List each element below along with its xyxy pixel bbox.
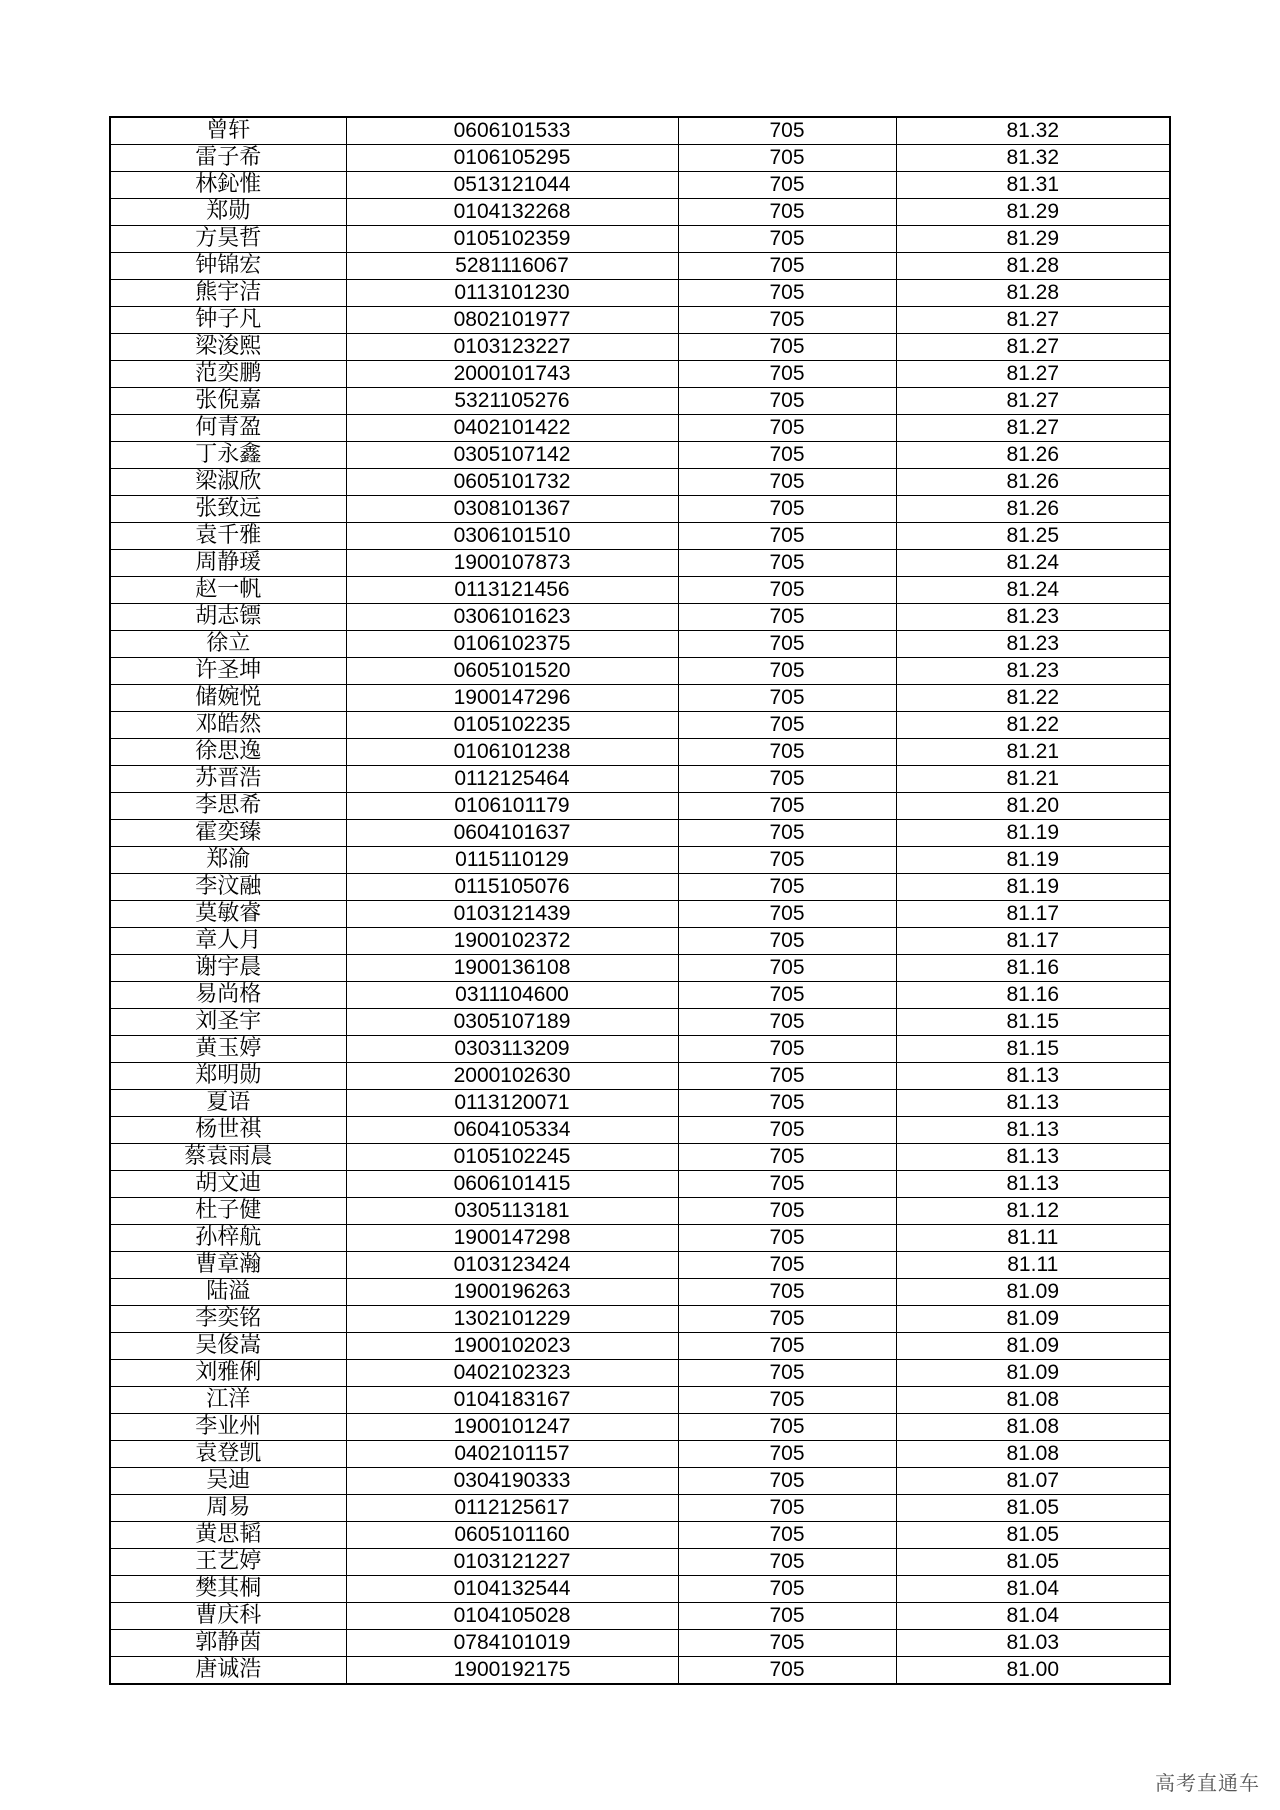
table-row [110,712,1170,739]
score-cell: 81.19 [896,820,1170,847]
exam-id-cell: 0113120071 [346,1090,678,1117]
code-cell: 705 [678,1036,896,1063]
score-cell: 81.15 [896,1009,1170,1036]
exam-id-cell: 0104132268 [346,199,678,226]
score-cell: 81.27 [896,361,1170,388]
score-cell: 81.27 [896,415,1170,442]
table-row [110,117,1170,145]
name-cell: 蔡袁雨晨 [110,1144,346,1171]
table-row [110,820,1170,847]
exam-id-cell: 0402101422 [346,415,678,442]
score-cell: 81.13 [896,1171,1170,1198]
name-cell: 梁浚熙 [110,334,346,361]
score-cell: 81.09 [896,1333,1170,1360]
exam-id-cell: 0306101623 [346,604,678,631]
code-cell: 705 [678,415,896,442]
code-cell: 705 [678,712,896,739]
exam-id-cell: 0402101157 [346,1441,678,1468]
table-row [110,1603,1170,1630]
name-cell: 徐思逸 [110,739,346,766]
table-row [110,1576,1170,1603]
table-row [110,1117,1170,1144]
code-cell: 705 [678,1576,896,1603]
score-cell: 81.03 [896,1630,1170,1657]
exam-id-cell: 1900107873 [346,550,678,577]
name-cell: 赵一帆 [110,577,346,604]
exam-id-cell: 5321105276 [346,388,678,415]
score-cell: 81.32 [896,145,1170,172]
table-row [110,928,1170,955]
code-cell: 705 [678,631,896,658]
exam-id-cell: 1900102023 [346,1333,678,1360]
score-cell: 81.26 [896,442,1170,469]
table-row [110,469,1170,496]
name-cell: 曹章瀚 [110,1252,346,1279]
code-cell: 705 [678,1144,896,1171]
name-cell: 孙梓航 [110,1225,346,1252]
table-row [110,1036,1170,1063]
table-row [110,1495,1170,1522]
code-cell: 705 [678,577,896,604]
score-cell: 81.23 [896,604,1170,631]
name-cell: 雷子希 [110,145,346,172]
code-cell: 705 [678,334,896,361]
table-row [110,1360,1170,1387]
code-cell: 705 [678,685,896,712]
exam-id-cell: 0105102245 [346,1144,678,1171]
table-row [110,1144,1170,1171]
name-cell: 刘雅俐 [110,1360,346,1387]
exam-id-cell: 0104183167 [346,1387,678,1414]
exam-id-cell: 0604105334 [346,1117,678,1144]
name-cell: 张倪嘉 [110,388,346,415]
exam-id-cell: 0104105028 [346,1603,678,1630]
exam-id-cell: 1900102372 [346,928,678,955]
exam-id-cell: 1900101247 [346,1414,678,1441]
code-cell: 705 [678,388,896,415]
exam-id-cell: 0784101019 [346,1630,678,1657]
code-cell: 705 [678,1279,896,1306]
score-cell: 81.11 [896,1252,1170,1279]
code-cell: 705 [678,1360,896,1387]
score-cell: 81.22 [896,712,1170,739]
score-cell: 81.32 [896,117,1170,145]
exam-id-cell: 0105102359 [346,226,678,253]
table-row [110,253,1170,280]
score-cell: 81.09 [896,1279,1170,1306]
score-cell: 81.12 [896,1198,1170,1225]
code-cell: 705 [678,1387,896,1414]
code-cell: 705 [678,1603,896,1630]
code-cell: 705 [678,307,896,334]
score-cell: 81.08 [896,1414,1170,1441]
table-row [110,361,1170,388]
code-cell: 705 [678,1117,896,1144]
score-cell: 81.27 [896,307,1170,334]
exam-id-cell: 1900192175 [346,1657,678,1685]
code-cell: 705 [678,1306,896,1333]
exam-id-cell: 0604101637 [346,820,678,847]
name-cell: 徐立 [110,631,346,658]
table-row [110,901,1170,928]
name-cell: 章人月 [110,928,346,955]
score-cell: 81.21 [896,766,1170,793]
name-cell: 杜子健 [110,1198,346,1225]
exam-id-cell: 0113121456 [346,577,678,604]
table-row [110,658,1170,685]
score-cell: 81.05 [896,1495,1170,1522]
table-row [110,1009,1170,1036]
score-cell: 81.23 [896,631,1170,658]
table-row [110,1441,1170,1468]
code-cell: 705 [678,793,896,820]
score-cell: 81.04 [896,1576,1170,1603]
code-cell: 705 [678,1630,896,1657]
exam-id-cell: 0305107189 [346,1009,678,1036]
name-cell: 郑渝 [110,847,346,874]
name-cell: 郑勋 [110,199,346,226]
score-cell: 81.20 [896,793,1170,820]
table-row [110,1333,1170,1360]
score-table [109,116,1171,1685]
score-cell: 81.28 [896,253,1170,280]
table-row [110,334,1170,361]
score-cell: 81.11 [896,1225,1170,1252]
score-cell: 81.13 [896,1117,1170,1144]
code-cell: 705 [678,1468,896,1495]
name-cell: 袁登凯 [110,1441,346,1468]
exam-id-cell: 0605101520 [346,658,678,685]
name-cell: 周静瑗 [110,550,346,577]
code-cell: 705 [678,172,896,199]
score-cell: 81.16 [896,955,1170,982]
score-cell: 81.16 [896,982,1170,1009]
code-cell: 705 [678,523,896,550]
code-cell: 705 [678,1414,896,1441]
code-cell: 705 [678,1252,896,1279]
name-cell: 唐诚浩 [110,1657,346,1685]
name-cell: 许圣坤 [110,658,346,685]
code-cell: 705 [678,766,896,793]
code-cell: 705 [678,1198,896,1225]
exam-id-cell: 2000102630 [346,1063,678,1090]
score-cell: 81.13 [896,1063,1170,1090]
name-cell: 郑明勋 [110,1063,346,1090]
exam-id-cell: 0103121227 [346,1549,678,1576]
code-cell: 705 [678,1522,896,1549]
exam-id-cell: 0106102375 [346,631,678,658]
table-row [110,442,1170,469]
exam-id-cell: 0113101230 [346,280,678,307]
table-row [110,172,1170,199]
exam-id-cell: 0605101160 [346,1522,678,1549]
name-cell: 钟锦宏 [110,253,346,280]
score-cell: 81.26 [896,496,1170,523]
score-cell: 81.09 [896,1306,1170,1333]
score-cell: 81.27 [896,334,1170,361]
score-cell: 81.25 [896,523,1170,550]
name-cell: 莫敏睿 [110,901,346,928]
score-cell: 81.19 [896,847,1170,874]
score-cell: 81.05 [896,1549,1170,1576]
table-row [110,1063,1170,1090]
code-cell: 705 [678,658,896,685]
name-cell: 黄思韬 [110,1522,346,1549]
name-cell: 郭静茵 [110,1630,346,1657]
table-row [110,1252,1170,1279]
score-cell: 81.07 [896,1468,1170,1495]
table-row [110,1630,1170,1657]
code-cell: 705 [678,1495,896,1522]
table-row [110,523,1170,550]
table-row [110,1090,1170,1117]
table-row [110,1414,1170,1441]
name-cell: 邓皓然 [110,712,346,739]
exam-id-cell: 0105102235 [346,712,678,739]
name-cell: 胡志镖 [110,604,346,631]
exam-id-cell: 0305107142 [346,442,678,469]
table-row [110,1522,1170,1549]
exam-id-cell: 0303113209 [346,1036,678,1063]
exam-id-cell: 0106101179 [346,793,678,820]
table-row [110,604,1170,631]
code-cell: 705 [678,1441,896,1468]
table-row [110,577,1170,604]
exam-id-cell: 0305113181 [346,1198,678,1225]
code-cell: 705 [678,1063,896,1090]
score-cell: 81.09 [896,1360,1170,1387]
code-cell: 705 [678,145,896,172]
watermark-text: 高考直通车 [1155,1771,1260,1795]
name-cell: 林鈊惟 [110,172,346,199]
name-cell: 李业州 [110,1414,346,1441]
score-cell: 81.31 [896,172,1170,199]
code-cell: 705 [678,820,896,847]
exam-id-cell: 0605101732 [346,469,678,496]
code-cell: 705 [678,982,896,1009]
exam-id-cell: 0513121044 [346,172,678,199]
score-cell: 81.00 [896,1657,1170,1685]
exam-id-cell: 0306101510 [346,523,678,550]
name-cell: 袁千雅 [110,523,346,550]
exam-id-cell: 1900196263 [346,1279,678,1306]
table-row [110,847,1170,874]
name-cell: 胡文迪 [110,1171,346,1198]
name-cell: 李奕铭 [110,1306,346,1333]
code-cell: 705 [678,253,896,280]
table-row [110,1171,1170,1198]
score-cell: 81.26 [896,469,1170,496]
exam-id-cell: 0304190333 [346,1468,678,1495]
exam-id-cell: 0104132544 [346,1576,678,1603]
exam-id-cell: 2000101743 [346,361,678,388]
score-table-body [110,117,1170,1684]
exam-id-cell: 1900147296 [346,685,678,712]
table-row [110,388,1170,415]
table-row [110,766,1170,793]
score-cell: 81.08 [896,1387,1170,1414]
table-row [110,307,1170,334]
table-row [110,1549,1170,1576]
score-cell: 81.13 [896,1090,1170,1117]
exam-id-cell: 0112125617 [346,1495,678,1522]
table-row [110,145,1170,172]
score-cell: 81.15 [896,1036,1170,1063]
code-cell: 705 [678,1333,896,1360]
name-cell: 夏语 [110,1090,346,1117]
table-row [110,982,1170,1009]
name-cell: 曾轩 [110,117,346,145]
name-cell: 张致远 [110,496,346,523]
exam-id-cell: 0106101238 [346,739,678,766]
score-cell: 81.29 [896,199,1170,226]
code-cell: 705 [678,550,896,577]
table-row [110,874,1170,901]
table-row [110,1657,1170,1685]
code-cell: 705 [678,1171,896,1198]
score-cell: 81.19 [896,874,1170,901]
score-cell: 81.24 [896,550,1170,577]
name-cell: 方昊哲 [110,226,346,253]
exam-id-cell: 0402102323 [346,1360,678,1387]
score-cell: 81.13 [896,1144,1170,1171]
score-cell: 81.21 [896,739,1170,766]
name-cell: 樊其桐 [110,1576,346,1603]
exam-id-cell: 0606101415 [346,1171,678,1198]
table-row [110,1225,1170,1252]
name-cell: 易尚格 [110,982,346,1009]
code-cell: 705 [678,739,896,766]
table-row [110,199,1170,226]
code-cell: 705 [678,1090,896,1117]
code-cell: 705 [678,496,896,523]
exam-id-cell: 0311104600 [346,982,678,1009]
score-cell: 81.28 [896,280,1170,307]
code-cell: 705 [678,604,896,631]
name-cell: 谢宇晨 [110,955,346,982]
name-cell: 何青盈 [110,415,346,442]
table-row [110,685,1170,712]
exam-id-cell: 0308101367 [346,496,678,523]
code-cell: 705 [678,469,896,496]
table-row [110,226,1170,253]
score-cell: 81.08 [896,1441,1170,1468]
name-cell: 周易 [110,1495,346,1522]
code-cell: 705 [678,1225,896,1252]
exam-id-cell: 0103123227 [346,334,678,361]
table-row [110,1306,1170,1333]
exam-id-cell: 0115110129 [346,847,678,874]
table-row [110,1279,1170,1306]
table-row [110,550,1170,577]
table-row [110,1387,1170,1414]
name-cell: 范奕鹏 [110,361,346,388]
name-cell: 储婉悦 [110,685,346,712]
name-cell: 吴迪 [110,1468,346,1495]
name-cell: 陆溢 [110,1279,346,1306]
table-row [110,415,1170,442]
table-row [110,1198,1170,1225]
code-cell: 705 [678,1657,896,1685]
exam-id-cell: 0112125464 [346,766,678,793]
name-cell: 苏晋浩 [110,766,346,793]
exam-id-cell: 0802101977 [346,307,678,334]
exam-id-cell: 5281116067 [346,253,678,280]
table-row [110,739,1170,766]
code-cell: 705 [678,874,896,901]
score-cell: 81.05 [896,1522,1170,1549]
code-cell: 705 [678,280,896,307]
name-cell: 王艺婷 [110,1549,346,1576]
table-row [110,280,1170,307]
code-cell: 705 [678,199,896,226]
name-cell: 吴俊嵩 [110,1333,346,1360]
name-cell: 钟子凡 [110,307,346,334]
code-cell: 705 [678,1009,896,1036]
score-cell: 81.24 [896,577,1170,604]
name-cell: 江洋 [110,1387,346,1414]
name-cell: 杨世祺 [110,1117,346,1144]
name-cell: 熊宇洁 [110,280,346,307]
exam-id-cell: 0103121439 [346,901,678,928]
exam-id-cell: 0606101533 [346,117,678,145]
score-cell: 81.27 [896,388,1170,415]
score-cell: 81.22 [896,685,1170,712]
name-cell: 李思希 [110,793,346,820]
code-cell: 705 [678,361,896,388]
code-cell: 705 [678,928,896,955]
score-cell: 81.04 [896,1603,1170,1630]
table-row [110,631,1170,658]
score-cell: 81.17 [896,928,1170,955]
code-cell: 705 [678,901,896,928]
name-cell: 刘圣宇 [110,1009,346,1036]
name-cell: 梁淑欣 [110,469,346,496]
name-cell: 霍奕臻 [110,820,346,847]
score-cell: 81.23 [896,658,1170,685]
exam-id-cell: 1900136108 [346,955,678,982]
name-cell: 李汶融 [110,874,346,901]
table-row [110,793,1170,820]
exam-id-cell: 1900147298 [346,1225,678,1252]
name-cell: 丁永鑫 [110,442,346,469]
name-cell: 曹庆科 [110,1603,346,1630]
exam-id-cell: 1302101229 [346,1306,678,1333]
table-row [110,955,1170,982]
code-cell: 705 [678,847,896,874]
code-cell: 705 [678,1549,896,1576]
name-cell: 黄玉婷 [110,1036,346,1063]
score-cell: 81.17 [896,901,1170,928]
score-cell: 81.29 [896,226,1170,253]
code-cell: 705 [678,955,896,982]
code-cell: 705 [678,226,896,253]
exam-id-cell: 0103123424 [346,1252,678,1279]
table-row [110,1468,1170,1495]
code-cell: 705 [678,117,896,145]
code-cell: 705 [678,442,896,469]
table-row [110,496,1170,523]
exam-id-cell: 0106105295 [346,145,678,172]
exam-id-cell: 0115105076 [346,874,678,901]
